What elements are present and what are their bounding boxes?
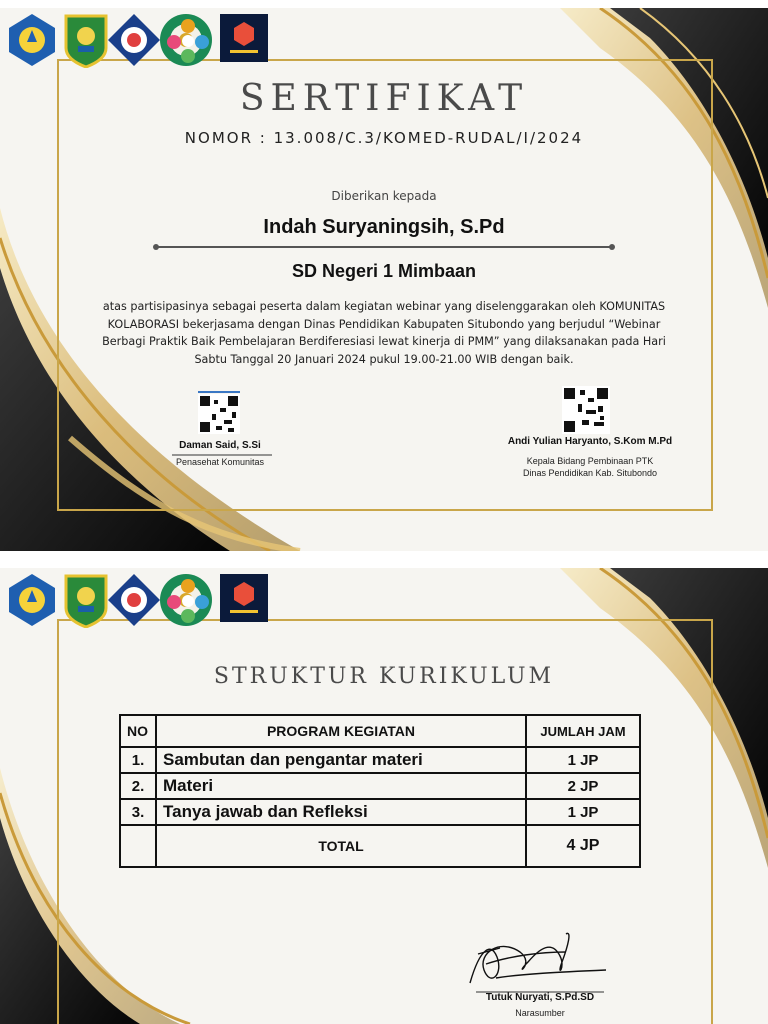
komed-rudal-logo xyxy=(218,12,270,68)
speaker-role: Narasumber xyxy=(515,1008,565,1018)
signer-left-name: Daman Said, S.Si xyxy=(179,440,261,451)
guru-komunitas-logo xyxy=(160,12,212,68)
komunitas-kolaborasi-logo xyxy=(106,12,158,68)
row-no: 2. xyxy=(120,773,156,799)
header-no: NO xyxy=(120,715,156,747)
body-line: Sabtu Tanggal 20 Januari 2024 pukul 19.00-21.00 WIB dengan baik. xyxy=(194,352,574,366)
komed-rudal-logo xyxy=(218,572,270,628)
row-hours: 1 JP xyxy=(526,747,640,773)
row-hours: 1 JP xyxy=(526,799,640,825)
row-hours: 2 JP xyxy=(526,773,640,799)
certificate-title: SERTIFIKAT xyxy=(239,78,529,119)
curriculum-page xyxy=(0,568,768,1024)
row-no: 3. xyxy=(120,799,156,825)
total-empty-cell xyxy=(120,825,156,867)
guru-komunitas-logo xyxy=(160,572,212,628)
signer-right-role: Kepala Bidang Pembinaan PTK xyxy=(526,456,654,466)
certificate-page xyxy=(0,8,768,551)
table-header-row xyxy=(120,715,640,747)
signer-left-role: Penasehat Komunitas xyxy=(175,457,265,467)
recipient-name: Indah Suryaningsih, S.Pd xyxy=(263,216,505,238)
header-program: PROGRAM KEGIATAN xyxy=(156,715,526,747)
total-label: TOTAL xyxy=(156,825,526,867)
curriculum-table xyxy=(119,714,641,868)
komunitas-kolaborasi-logo xyxy=(106,572,158,628)
qr-code-left xyxy=(198,394,240,434)
table-row xyxy=(120,747,640,773)
row-program: Sambutan dan pengantar materi xyxy=(156,747,526,773)
given-to-label: Diberikan kepada xyxy=(331,189,437,203)
signer-right-office: Dinas Pendidikan Kab. Situbondo xyxy=(522,468,658,478)
qr-code-right xyxy=(562,386,610,434)
table-row xyxy=(120,773,640,799)
total-value: 4 JP xyxy=(526,825,640,867)
body-line: KOLABORASI bekerjasama dengan Dinas Pendidikan Kabupaten Situbondo yang berjudul “Webinar xyxy=(107,317,661,331)
table-total-row xyxy=(120,825,640,867)
table-row xyxy=(120,799,640,825)
speaker-name: Tutuk Nuryati, S.Pd.SD xyxy=(485,992,595,1003)
row-no: 1. xyxy=(120,747,156,773)
body-line: Berbagi Praktik Baik Pembelajaran Berdiferesiasi lewat kinerja di PMM” yang dilaksanakan pada Hari xyxy=(102,335,666,348)
header-hours: JUMLAH JAM xyxy=(526,715,640,747)
row-program: Tanya jawab dan Refleksi xyxy=(156,799,526,825)
certificate-body xyxy=(60,298,708,368)
school-name: SD Negeri 1 Mimbaan xyxy=(291,261,477,281)
body-line: atas partisipasinya sebagai peserta dalam kegiatan webinar yang diselenggarakan oleh KOMUNITAS xyxy=(102,300,666,313)
situbondo-regency-logo xyxy=(60,12,112,68)
situbondo-regency-logo xyxy=(60,572,112,628)
signer-right-name: Andi Yulian Haryanto, S.Kom M.Pd xyxy=(507,436,673,447)
certificate-number: NOMOR : 13.008/C.3/KOMED-RUDAL/I/2024 xyxy=(184,129,584,147)
curriculum-title: STRUKTUR KURIKULUM xyxy=(213,664,555,689)
row-program: Materi xyxy=(156,773,526,799)
tut-wuri-handayani-logo xyxy=(6,572,58,628)
tut-wuri-handayani-logo xyxy=(6,12,58,68)
